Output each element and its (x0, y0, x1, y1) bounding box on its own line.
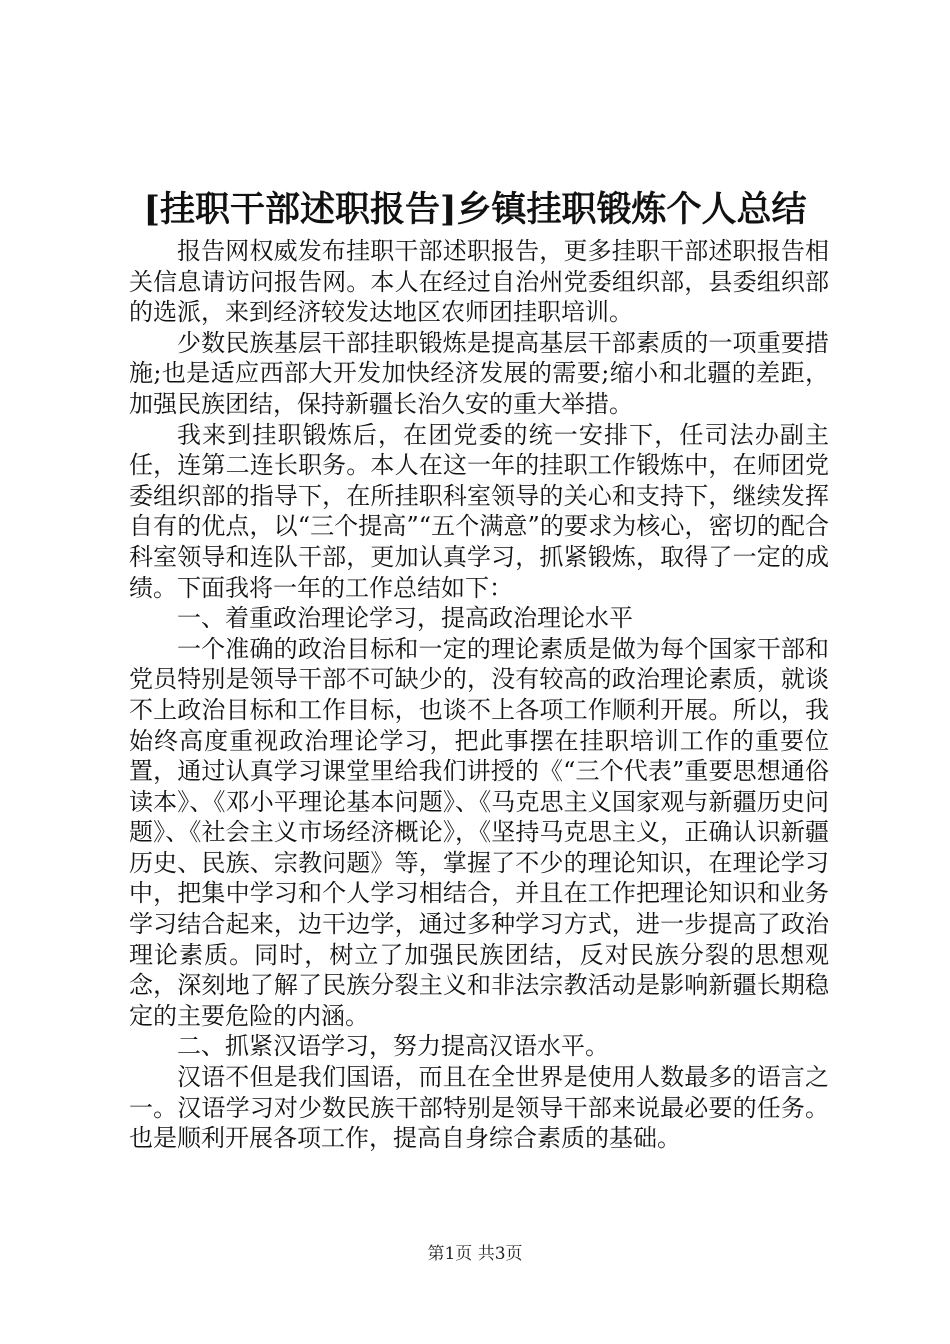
paragraph-intro: 报告网权威发布挂职干部述职报告，更多挂职干部述职报告相关信息请访问报告网。本人在经过自治州党委组织部，县委组织部的选派，来到经济较发达地区农师团挂职培训。 (129, 237, 829, 327)
document-title: [挂职干部述职报告]乡镇挂职锻炼个人总结 (143, 189, 807, 230)
section-heading-1: 一、着重政治理论学习，提高政治理论水平 (177, 604, 633, 633)
paragraph-significance: 少数民族基层干部挂职锻炼是提高基层干部素质的一项重要措施;也是适应西部大开发加快经济发展的需要;缩小和北疆的差距，加强民族团结，保持新疆长治久安的重大举措。 (129, 328, 829, 418)
paragraph-overview: 我来到挂职锻炼后，在团党委的统一安排下，任司法办副主任，连第二连长职务。本人在这一年的挂职工作锻炼中，在师团党委组织部的指导下，在所挂职科室领导的关心和支持下，继续发挥自有的优点，以“三个提高”“五个满意”的要求为核心，密切的配合科室领导和连队干部，更加认真学习，抓紧锻炼，取得了一定的成绩。下面我将一年的工作总结如下： (129, 420, 829, 602)
paragraph-chinese-study: 汉语不但是我们国语，而且在全世界是使用人数最多的语言之一。汉语学习对少数民族干部特别是领导干部来说最必要的任务。也是顺利开展各项工作，提高自身综合素质的基础。 (129, 1063, 829, 1153)
paragraph-political-study: 一个准确的政治目标和一定的理论素质是做为每个国家干部和党员特别是领导干部不可缺少的，没有较高的政治理论素质，就谈不上政治目标和工作目标，也谈不上各项工作顺利开展。所以，我始终高度重视政治理论学习，把此事摆在挂职培训工作的重要位置，通过认真学习课堂里给我们讲授的《“三个代表”重要思想通俗读本》、《邓小平理论基本问题》、《马克思主义国家观与新疆历史问题》、《社会主义市场经济概论》，《坚持马克思主义，正确认识新疆历史、民族、宗教问题》等，掌握了不少的理论知识，在理论学习中，把集中学习和个人学习相结合，并且在工作把理论知识和业务学习结合起来，边干边学，通过多种学习方式，进一步提高了政治理论素质。同时，树立了加强民族团结，反对民族分裂的思想观念，深刻地了解了民族分裂主义和非法宗教活动是影响新疆长期稳定的主要危险的内涵。 (129, 634, 829, 1030)
page-number-footer: 第1页 共3页 (427, 1244, 523, 1264)
section-heading-2: 二、抓紧汉语学习，努力提高汉语水平。 (177, 1032, 609, 1061)
document-body (129, 236, 829, 1154)
